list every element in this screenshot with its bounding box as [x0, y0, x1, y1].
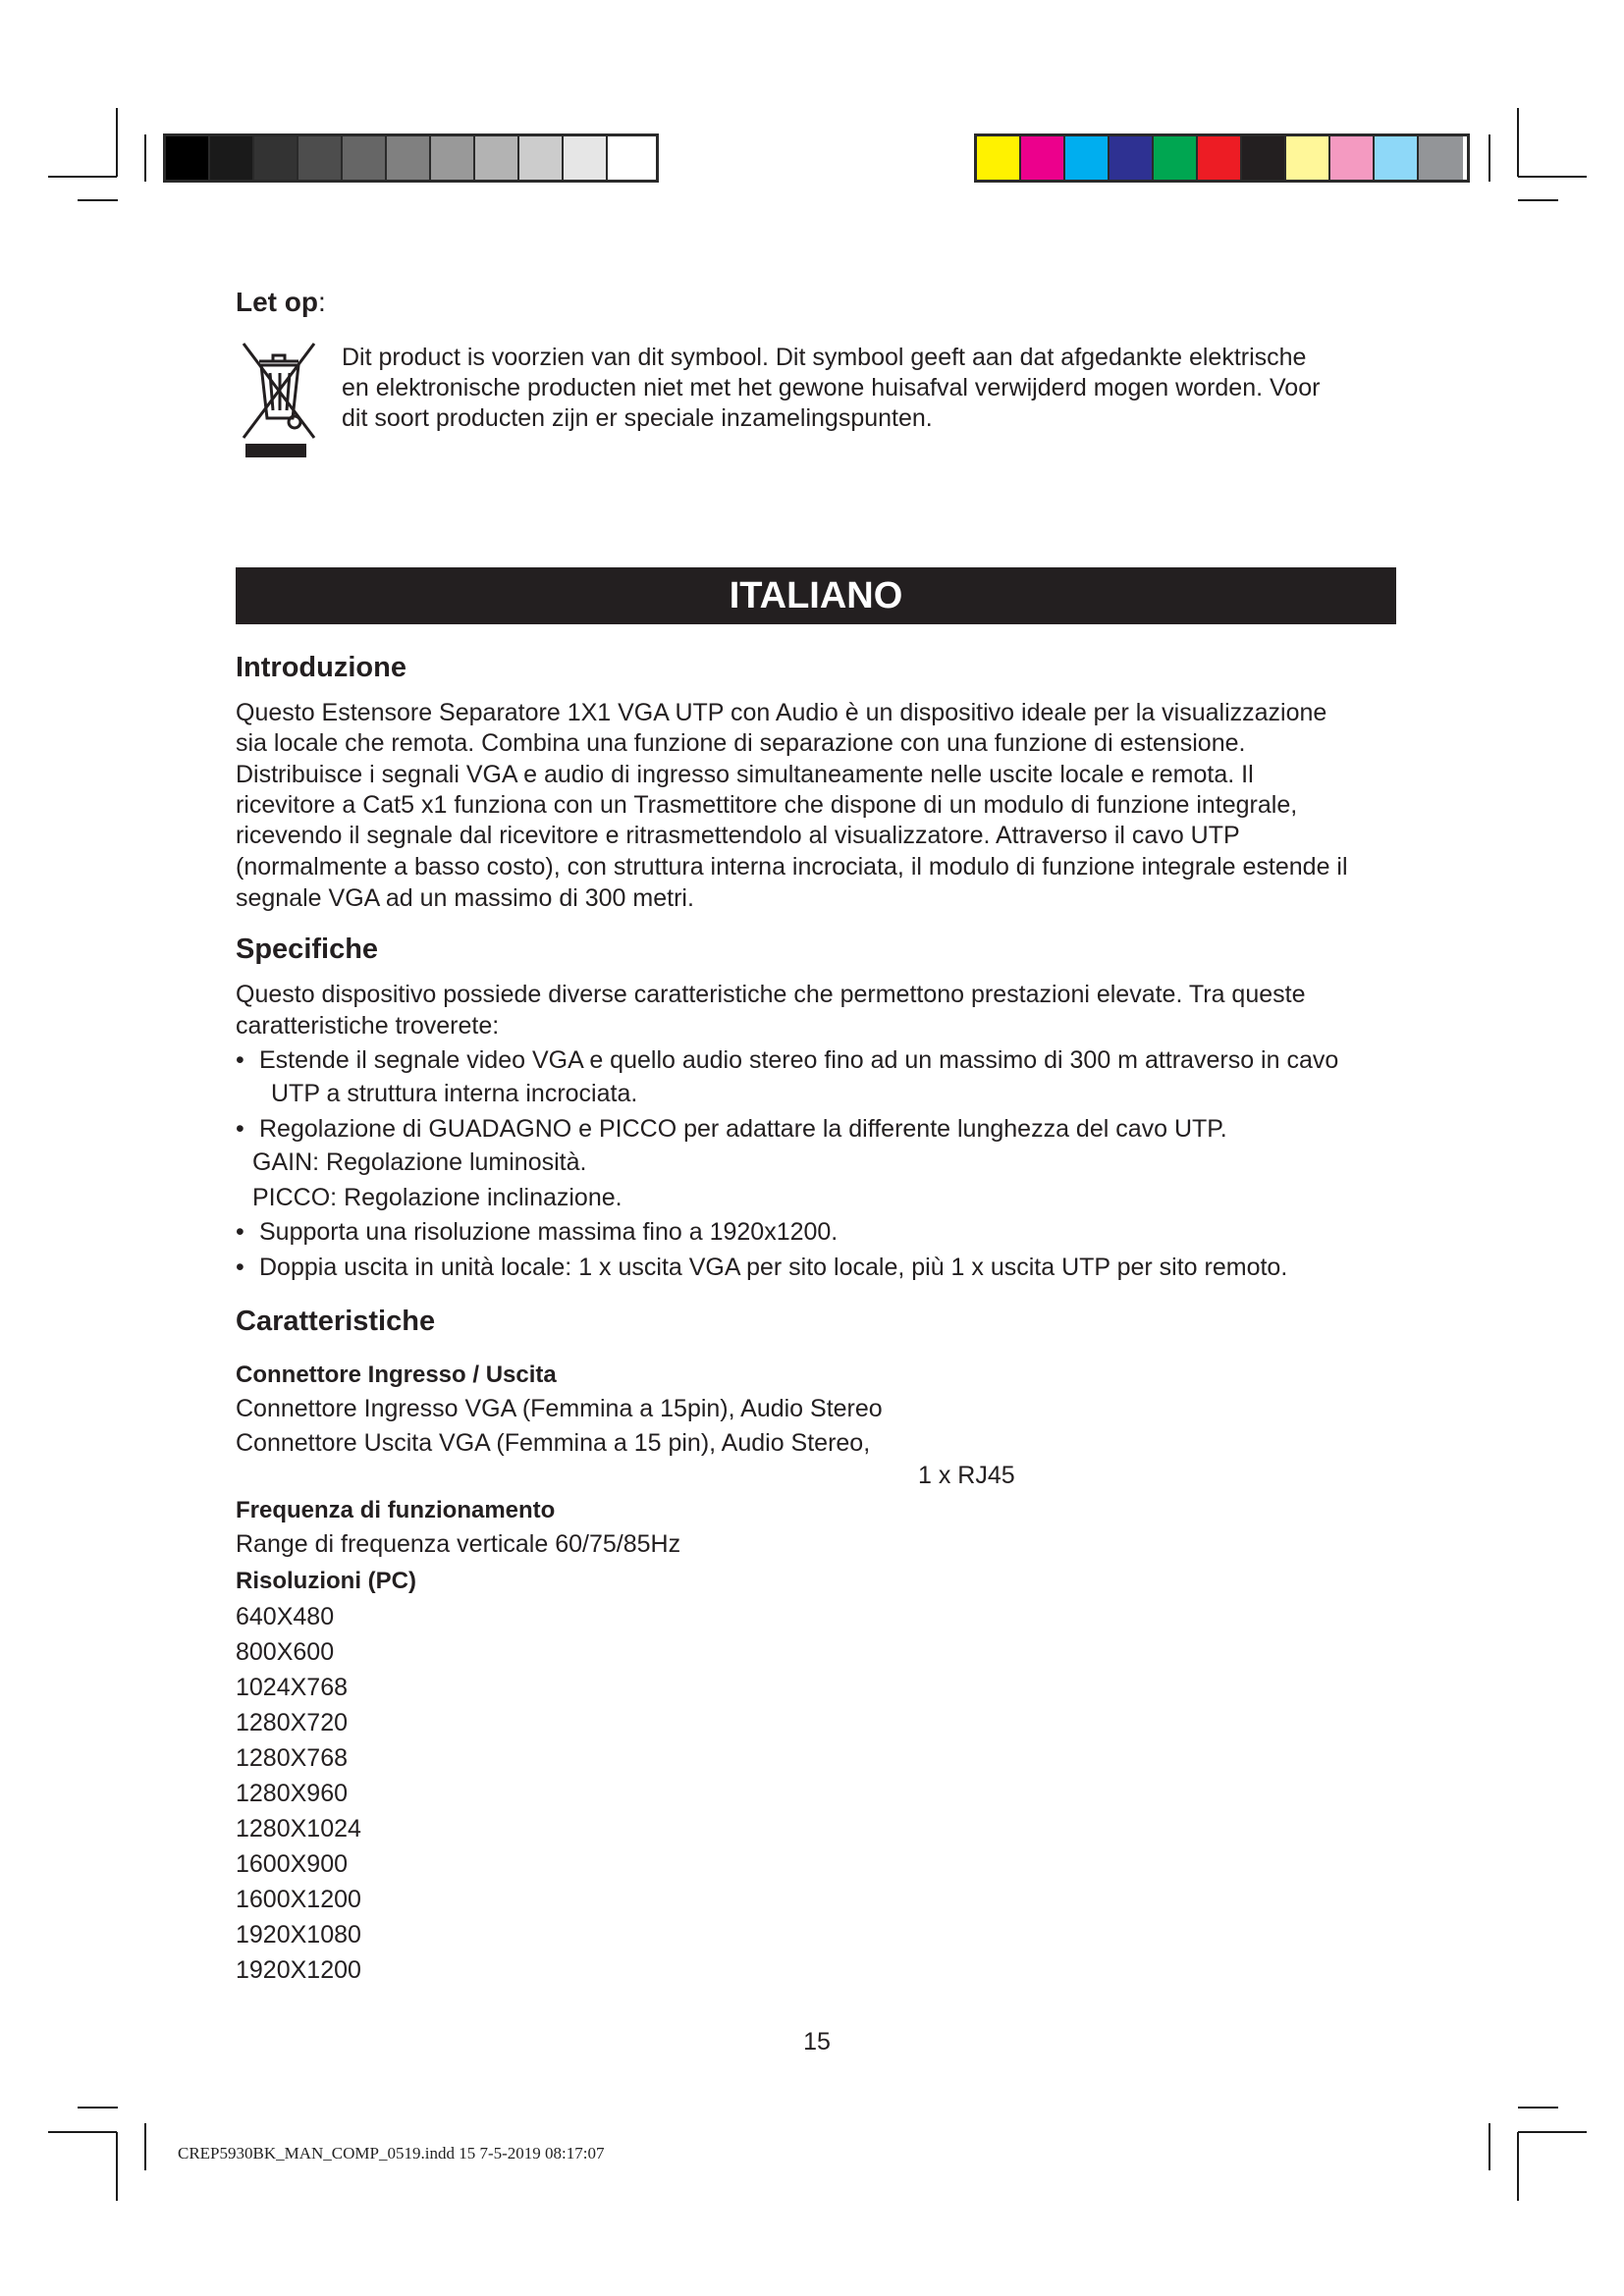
resolution-item: 1024X768 [236, 1674, 349, 1701]
specs-heading: Specifiche [236, 934, 379, 965]
spec-gain: GAIN: Regolazione luminosità. [252, 1148, 587, 1176]
color-calibration-bar [974, 133, 1470, 183]
color-swatch [1154, 136, 1198, 180]
resolution-item: 1600X900 [236, 1850, 349, 1878]
crop-mark [116, 2132, 118, 2201]
resolution-item: 1280X768 [236, 1744, 349, 1772]
crop-mark [116, 108, 118, 177]
resolution-item: 1920X1080 [236, 1921, 361, 1949]
weee-crossed-bin-icon [240, 340, 318, 461]
color-swatch [166, 136, 210, 180]
color-swatch [1110, 136, 1154, 180]
crop-mark [1517, 2132, 1519, 2201]
spec-bullet: • Regolazione di GUADAGNO e PICCO per adattare la differente lunghezza del cavo UTP. [236, 1115, 1227, 1143]
crop-mark [1518, 199, 1558, 201]
color-swatch [564, 136, 608, 180]
crop-mark [1518, 2107, 1558, 2109]
color-swatch [210, 136, 254, 180]
resolution-item: 1280X720 [236, 1709, 349, 1736]
resolution-item: 1280X960 [236, 1780, 349, 1807]
color-swatch [1419, 136, 1463, 180]
crop-mark [48, 176, 117, 178]
crop-mark [78, 2107, 118, 2109]
color-swatch [1021, 136, 1065, 180]
page-number: 15 [803, 2028, 831, 2056]
color-swatch [977, 136, 1021, 180]
intro-line: Questo Estensore Separatore 1X1 VGA UTP con Audio è un dispositivo ideale per la visualizzazione [236, 699, 1327, 726]
notice-line: Dit product is voorzien van dit symbool. Dit symbool geeft aan dat afgedankte elektrische [342, 344, 1307, 371]
color-swatch [431, 136, 475, 180]
intro-heading: Introduzione [236, 652, 406, 683]
color-swatch [343, 136, 387, 180]
resolution-item: 640X480 [236, 1603, 335, 1630]
connector-rj45: 1 x RJ45 [918, 1462, 1015, 1489]
crop-mark [1489, 134, 1490, 182]
frequency-value: Range di frequenza verticale 60/75/85Hz [236, 1530, 681, 1558]
crop-mark [144, 134, 146, 182]
grayscale-calibration-bar [163, 133, 659, 183]
crop-mark [1489, 2123, 1490, 2170]
color-swatch [1375, 136, 1419, 180]
crop-mark [78, 199, 118, 201]
crop-mark [1518, 176, 1587, 178]
intro-line: ricevendo il segnale dal ricevitore e ritrasmettendolo al visualizzatore. Attraverso il cavo UTP [236, 822, 1240, 849]
spec-bullet: • Supporta una risoluzione massima fino a 1920x1200. [236, 1218, 839, 1246]
intro-line: ricevitore a Cat5 x1 funziona con un Trasmettitore che dispone di un modulo di funzione integrale, [236, 791, 1298, 819]
frequency-heading: Frequenza di funzionamento [236, 1497, 556, 1523]
notice-line: en elektronische producten niet met het gewone huisafval verwijderd mogen worden. Voor [342, 374, 1321, 401]
color-swatch [1242, 136, 1286, 180]
intro-line: segnale VGA ad un massimo di 300 metri. [236, 884, 694, 912]
intro-line: sia locale che remota. Combina una funzione di separazione con una funzione di estensione. [236, 729, 1246, 757]
notice-line: dit soort producten zijn er speciale inzamelingspunten. [342, 404, 933, 432]
color-swatch [387, 136, 431, 180]
resolution-item: 800X600 [236, 1638, 335, 1666]
crop-mark [144, 2123, 146, 2170]
connector-heading: Connettore Ingresso / Uscita [236, 1362, 557, 1388]
specs-intro-line: Questo dispositivo possiede diverse caratteristiche che permettono prestazioni elevate. Tra queste [236, 981, 1306, 1008]
crop-mark [48, 2131, 117, 2133]
color-swatch [608, 136, 652, 180]
color-swatch [1330, 136, 1375, 180]
spec-bullet: • Doppia uscita in unità locale: 1 x uscita VGA per sito locale, più 1 x uscita UTP per sito remoto. [236, 1254, 1288, 1281]
color-swatch [1198, 136, 1242, 180]
color-swatch [254, 136, 298, 180]
color-swatch [1065, 136, 1110, 180]
features-heading: Caratteristiche [236, 1306, 436, 1337]
intro-line: Distribuisce i segnali VGA e audio di ingresso simultaneamente nelle uscite locale e remota. Il [236, 761, 1254, 788]
color-swatch [519, 136, 564, 180]
resolution-item: 1600X1200 [236, 1886, 361, 1913]
spec-bullet-continuation: UTP a struttura interna incrociata. [271, 1080, 638, 1107]
resolution-item: 1280X1024 [236, 1815, 361, 1842]
connector-in: Connettore Ingresso VGA (Femmina a 15pin), Audio Stereo [236, 1395, 883, 1422]
color-swatch [1286, 136, 1330, 180]
resolution-item: 1920X1200 [236, 1956, 361, 1984]
crop-mark [1517, 108, 1519, 177]
notice-heading: Let op: [236, 287, 326, 317]
spec-picco: PICCO: Regolazione inclinazione. [252, 1184, 623, 1211]
specs-intro-line: caratteristiche troverete: [236, 1012, 500, 1040]
spec-bullet: • Estende il segnale video VGA e quello audio stereo fino ad un massimo di 300 m attraverso in cavo [236, 1046, 1339, 1074]
resolutions-heading: Risoluzioni (PC) [236, 1568, 416, 1594]
print-slug: CREP5930BK_MAN_COMP_0519.indd 15 7-5-2019 08:17:07 [178, 2144, 605, 2163]
connector-out: Connettore Uscita VGA (Femmina a 15 pin), Audio Stereo, [236, 1429, 871, 1457]
crop-mark [1518, 2131, 1587, 2133]
color-swatch [298, 136, 343, 180]
color-swatch [475, 136, 519, 180]
intro-line: (normalmente a basso costo), con struttura interna incrociata, il modulo di funzione integrale estende il [236, 853, 1348, 881]
section-title-banner: ITALIANO [236, 567, 1396, 624]
